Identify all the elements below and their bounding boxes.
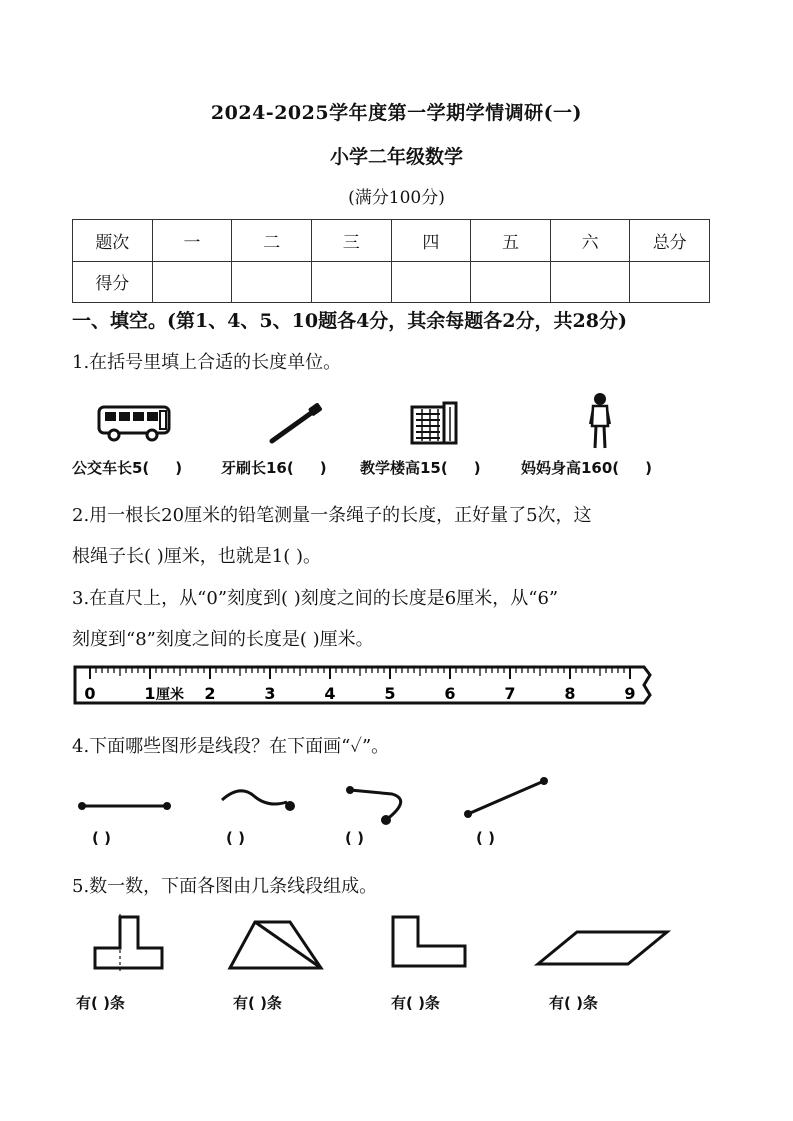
ruler-number: 3 [264, 684, 276, 703]
score-row-label: 得分 [73, 261, 153, 303]
ruler-number: 9 [624, 684, 636, 703]
toothbrush-icon [266, 403, 324, 445]
score-input-cell[interactable] [152, 261, 232, 303]
parallelogram-figure [538, 932, 667, 964]
ruler-number: 5 [384, 684, 396, 703]
score-input-cell[interactable] [630, 261, 710, 303]
q5-answer-label[interactable]: 有( )条 [233, 994, 282, 1012]
q5-figures [80, 912, 680, 978]
q5-answer-label[interactable]: 有( )条 [391, 994, 440, 1012]
q1-item-close: ) [319, 459, 327, 477]
score-table [72, 219, 710, 303]
question-3-line2: 刻度到“8”刻度之间的长度是( )厘米。 [72, 629, 374, 650]
score-cell: 五 [471, 220, 551, 262]
q1-item-toothbrush [221, 457, 327, 478]
score-cell: 六 [550, 220, 630, 262]
ruler-number: 2 [204, 684, 216, 703]
q4-answer-blank[interactable]: ( ) [476, 829, 495, 847]
q1-item-bus [72, 457, 182, 478]
section-heading: 一、填空。(第1、4、5、10题各4分，其余每题各2分，共28分) [72, 310, 627, 332]
building-icon [410, 401, 460, 446]
straight-segment-figure [78, 802, 171, 810]
q1-item-mom-height [521, 457, 652, 478]
q5-answer-label[interactable]: 有( )条 [549, 994, 598, 1012]
q1-item-label: 公交车长5( [72, 459, 150, 477]
ruler-diagram [72, 663, 656, 707]
ruler-number: 4 [324, 684, 336, 703]
ruler-number: 0 [84, 684, 96, 703]
q1-item-label: 妈妈身高160( [521, 459, 620, 477]
score-table-header-row [73, 220, 710, 262]
t-shape-figure [95, 914, 162, 972]
ruler-number: 8 [564, 684, 576, 703]
question-5-text: 5.数一数，下面各图由几条线段组成。 [72, 876, 378, 897]
l-shape-figure [393, 917, 465, 966]
ruler-number: 6 [444, 684, 456, 703]
q4-answer-blank[interactable]: ( ) [92, 829, 111, 847]
question-1-text: 1.在括号里填上合适的长度单位。 [72, 352, 342, 373]
score-input-cell[interactable] [311, 261, 391, 303]
full-score-note: (满分100分) [348, 188, 445, 208]
question-4-text: 4.下面哪些图形是线段？在下面画“✓”。 [72, 736, 390, 757]
score-input-cell[interactable] [391, 261, 471, 303]
score-input-cell[interactable] [550, 261, 630, 303]
exam-title: 2024-2025学年度第一学期学情调研(一) [210, 102, 583, 124]
question-2-line2: 根绳子长( )厘米，也就是1( )。 [72, 546, 321, 567]
person-icon [585, 392, 615, 452]
exam-subtitle: 小学二年级数学 [329, 146, 463, 168]
score-cell: 一 [152, 220, 232, 262]
q1-item-close: ) [175, 459, 183, 477]
trapezoid-figure [230, 922, 321, 968]
question-3-line1: 3.在直尺上，从“0”刻度到( )刻度之间的长度是6厘米，从“6” [72, 588, 559, 609]
q1-item-label: 教学楼高15( [360, 459, 448, 477]
q1-item-label: 牙刷长16( [221, 459, 294, 477]
score-cell: 二 [232, 220, 312, 262]
q1-item-building [360, 457, 481, 478]
bus-icon [96, 401, 174, 443]
slanted-segment-figure [464, 777, 548, 818]
curved-hook-figure [346, 786, 401, 825]
score-cell: 总分 [630, 220, 710, 262]
score-input-cell[interactable] [232, 261, 312, 303]
q1-item-close: ) [645, 459, 653, 477]
q4-answer-blank[interactable]: ( ) [345, 829, 364, 847]
wavy-line-figure [222, 791, 295, 811]
q4-answer-blank[interactable]: ( ) [226, 829, 245, 847]
q1-item-close: ) [473, 459, 481, 477]
q5-answer-label[interactable]: 有( )条 [76, 994, 125, 1012]
score-cell: 三 [311, 220, 391, 262]
score-cell: 题次 [73, 220, 153, 262]
question-2-line1: 2.用一根长20厘米的铅笔测量一条绳子的长度，正好量了5次，这 [72, 505, 592, 526]
score-cell: 四 [391, 220, 471, 262]
score-input-cell[interactable] [471, 261, 551, 303]
ruler-number: 1 [144, 684, 156, 703]
score-table-score-row [73, 261, 710, 303]
ruler-unit-label: 厘米 [156, 687, 184, 703]
ruler-number: 7 [504, 684, 516, 703]
q4-figures [72, 770, 572, 830]
